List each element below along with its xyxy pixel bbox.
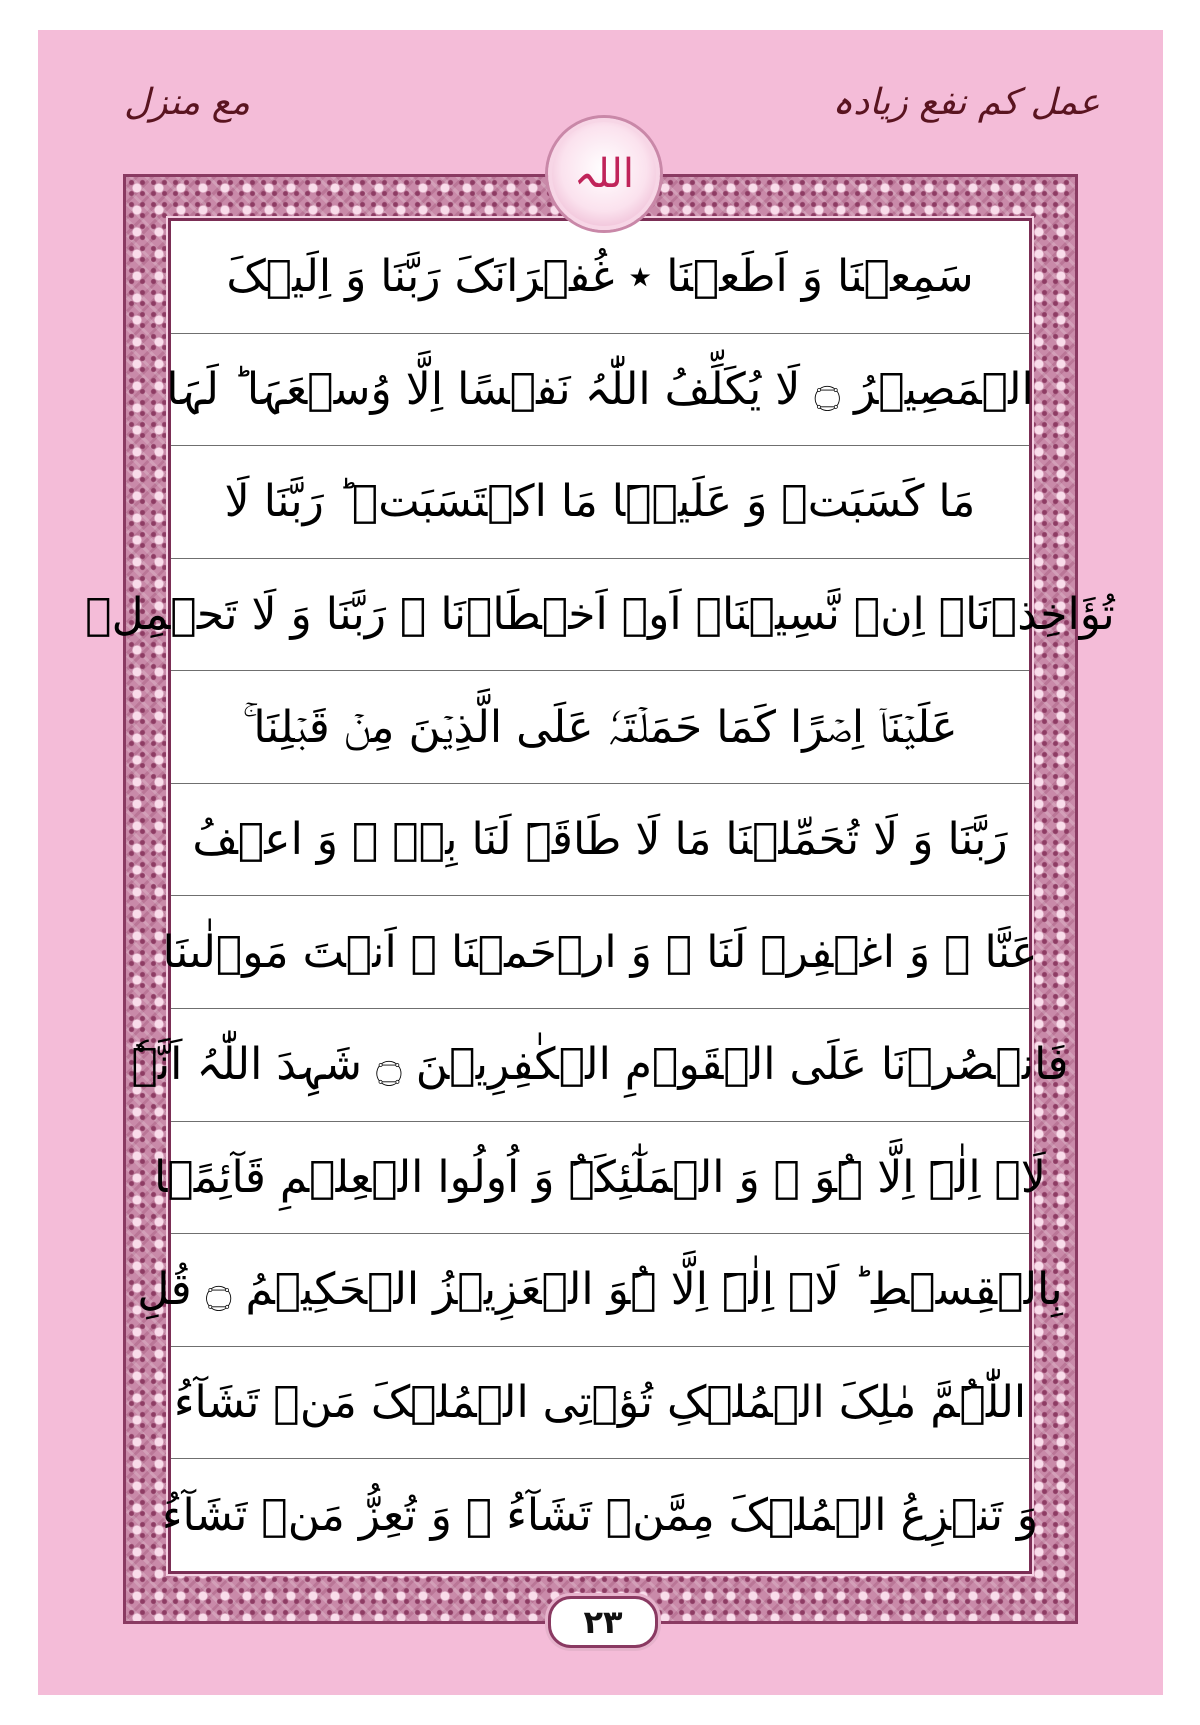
verse-line-5: عَلَیۡنَاۤ اِصۡرًا کَمَا حَمَلۡتَہٗ عَلَی الَّذِیۡنَ مِنۡ قَبۡلِنَا ۚ (171, 671, 1029, 784)
allah-medallion (548, 118, 660, 230)
header-right-title: عمل کم نفع زیادہ (832, 82, 1100, 123)
verse-line-8: فَانۡصُرۡنَا عَلَی الۡقَوۡمِ الۡکٰفِرِیۡنَ ۝ شَہِدَ اللّٰہُ اَنَّہٗ (171, 1009, 1029, 1122)
verse-line-3: مَا کَسَبَتۡ وَ عَلَیۡہَا مَا اکۡتَسَبَتۡ ؕ رَبَّنَا لَا (171, 446, 1029, 559)
verse-line-4: تُؤَاخِذۡنَاۤ اِنۡ نَّسِیۡنَاۤ اَوۡ اَخۡطَاۡنَا ۚ رَبَّنَا وَ لَا تَحۡمِلۡ (171, 559, 1029, 672)
verse-line-9: لَاۤ اِلٰہَ اِلَّا ہُوَ ۙ وَ الۡمَلٰٓئِکَۃُ وَ اُولُوا الۡعِلۡمِ قَآئِمًۢا (171, 1122, 1029, 1235)
verse-lines (85, 221, 1115, 1571)
verse-line-6: رَبَّنَا وَ لَا تُحَمِّلۡنَا مَا لَا طَاقَۃَ لَنَا بِہٖ ۚ وَ اعۡفُ (171, 784, 1029, 897)
medallion-text: اللہ (574, 151, 634, 197)
page-number: ۲۳ (548, 1596, 658, 1648)
header-left-title: مع منزل (124, 82, 251, 123)
verse-line-12: وَ تَنۡزِعُ الۡمُلۡکَ مِمَّنۡ تَشَآءُ ۫ وَ تُعِزُّ مَنۡ تَشَآءُ (161, 1489, 1039, 1541)
text-panel (85, 218, 1115, 1574)
verse-line-7: عَنَّا ٝ وَ اغۡفِرۡ لَنَا ٝ وَ ارۡحَمۡنَا ٝ اَنۡتَ مَوۡلٰىنَا (171, 896, 1029, 1009)
verse-line-10: بِالۡقِسۡطِ ؕ لَاۤ اِلٰہَ اِلَّا ہُوَ الۡعَزِیۡزُ الۡحَکِیۡمُ ۝ قُلِ (171, 1234, 1029, 1347)
verse-line-11: اللّٰہُمَّ مٰلِکَ الۡمُلۡکِ تُؤۡتِی الۡمُلۡکَ مَنۡ تَشَآءُ (171, 1347, 1029, 1460)
verse-line-2: الۡمَصِیۡرُ ۝ لَا یُکَلِّفُ اللّٰہُ نَفۡسًا اِلَّا وُسۡعَہَا ؕ لَہَا (171, 334, 1029, 447)
verse-line-1: سَمِعۡنَا وَ اَطَعۡنَا ٭ غُفۡرَانَکَ رَبَّنَا وَ اِلَیۡکَ (171, 221, 1029, 334)
